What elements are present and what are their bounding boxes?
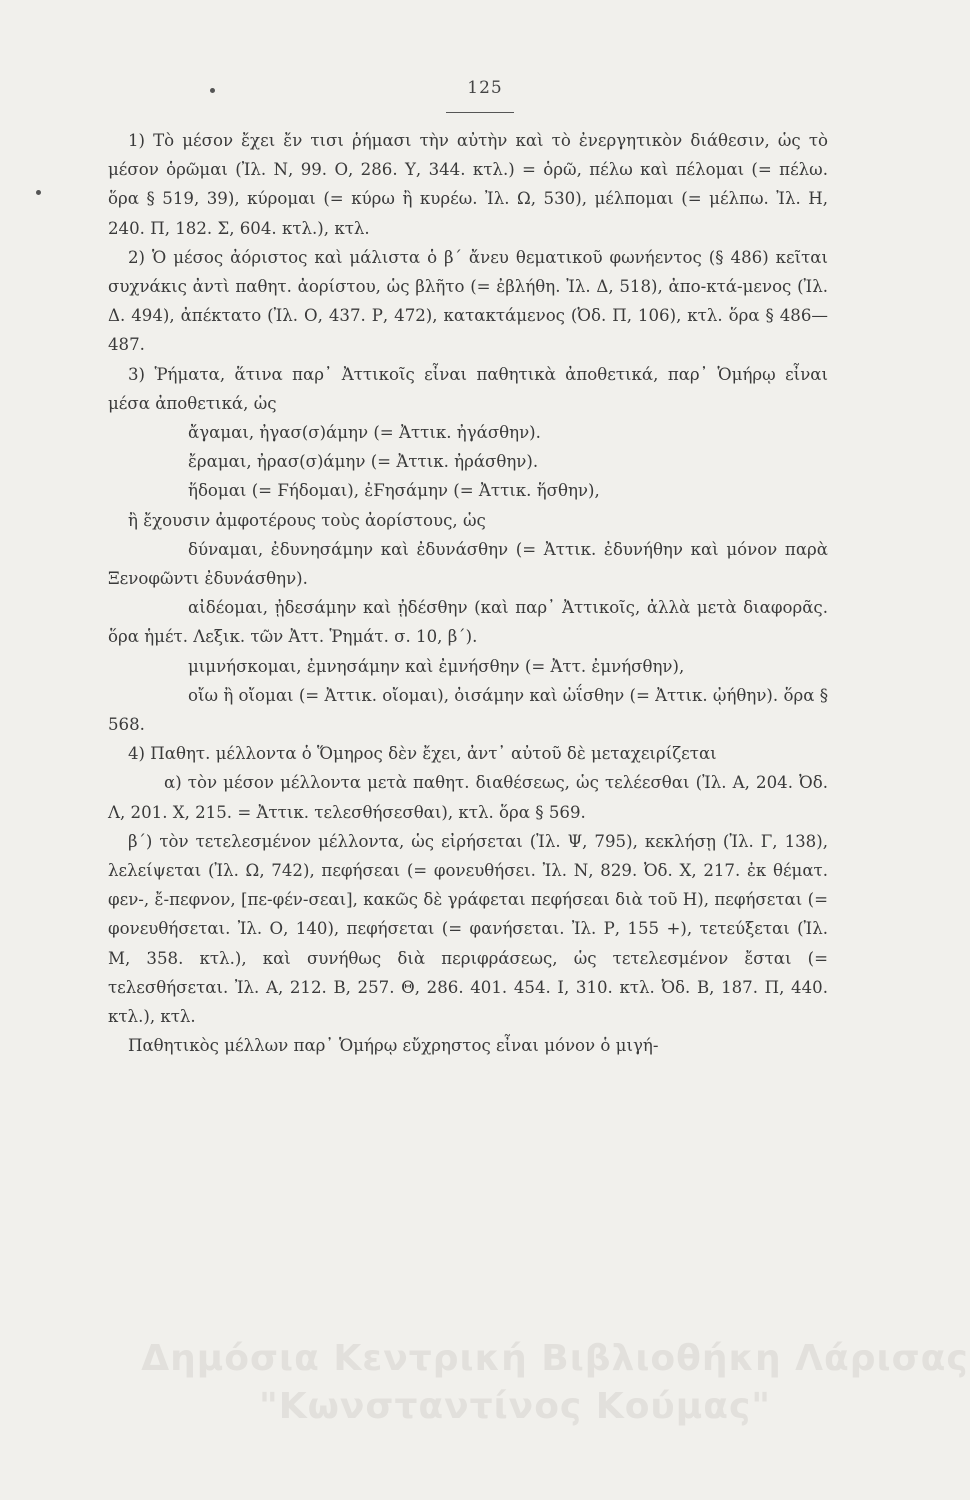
example-oio: οἴω ἢ οἴομαι (= Ἀττικ. οἴομαι), ὀισάμην καὶ ὠΐσθην (= Ἀττικ. ᾠήθην). ὅρα § 568. bbox=[108, 685, 828, 735]
paragraph-2: 2) Ὁ μέσος ἀόριστος καὶ μάλιστα ὁ β΄ ἄνευ θεματικοῦ φωνήεντος (§ 486) κεῖται συχνάκις ἀντὶ παθητ. ἀορίστου, ὡς βλῆτο (= ἐβλήθη. Ἰλ. Δ, 518), ἀπο-κτά-μενος (Ἰλ. Δ. 494), ἀπέκτατο (Ἰλ. Ο, 437. Ρ, 472), κατακτάμενος (Ὀδ. Π, 106), κτλ. ὅρα § 486—487. bbox=[108, 247, 828, 355]
example-mimneskomai: μιμνήσκομαι, ἐμνησάμην καὶ ἐμνήσθην (= Ἀττ. ἐμνήσθην), bbox=[188, 656, 685, 676]
paragraph-5: Παθητικὸς μέλλων παρ᾽ Ὁμήρῳ εὔχρηστος εἶναι μόνον ὁ μιγή- bbox=[128, 1036, 659, 1056]
example-agamai: ἄγαμαι, ἠγασ(σ)άμην (= Ἀττικ. ἠγάσθην). bbox=[188, 423, 541, 443]
paragraph-1: 1) Τὸ μέσον ἔχει ἔν τισι ῥήμασι τὴν αὐτὴν καὶ τὸ ἐνεργητικὸν διάθεσιν, ὡς τὸ μέσον ὁρῶμαι (Ἰλ. Ν, 99. Ο, 286. Υ, 344. κτλ.) = ὁρῶ, πέλω καὶ πέλομαι (= πέλω. ὅρα § 519, 39), κύρομαι (= κύρω ἢ κυρέω. Ἰλ. Ω, 530), μέλπομαι (= μέλπω. Ἰλ. Η, 240. Π, 182. Σ, 604. κτλ.), κτλ. bbox=[108, 131, 828, 238]
example-hedomai: ἥδομαι (= Ϝήδομαι), ἐϜησάμην (= Ἀττικ. ἥσθην), bbox=[188, 481, 600, 501]
dust-speck bbox=[36, 190, 41, 195]
paragraph-4: 4) Παθητ. μέλλοντα ὁ Ὅμηρος δὲν ἔχει, ἀντ᾽ αὐτοῦ δὲ μεταχειρίζεται bbox=[128, 744, 717, 764]
page-number: 125 bbox=[467, 78, 503, 98]
example-aideomai: αἰδέομαι, ᾐδεσάμην καὶ ᾐδέσθην (καὶ παρ᾽ Ἀττικοῖς, ἀλλὰ μετὰ διαφορᾶς. ὅρα ἡμέτ. Λεξικ. τῶν Ἀττ. Ῥημάτ. σ. 10, β΄). bbox=[108, 598, 828, 647]
dust-speck bbox=[210, 88, 215, 93]
library-watermark-line2: "Κωνσταντίνος Κούμας" bbox=[258, 1386, 772, 1427]
page-body bbox=[108, 126, 828, 1061]
paragraph-both-aorists: ἢ ἔχουσιν ἀμφοτέρους τοὺς ἀορίστους, ὡς bbox=[128, 510, 486, 530]
header-rule bbox=[446, 112, 514, 113]
paragraph-4b: β΄) τὸν τετελεσμένον μέλλοντα, ὡς εἰρήσεται (Ἰλ. Ψ, 795), κεκλήσῃ (Ἰλ. Γ, 138), λελείψεται (Ἰλ. Ω, 742), πεφήσεαι (= φονευθήσει. Ἰλ. Ν, 829. Ὀδ. Χ, 217. ἐκ θέματ. φεν-, ἔ-πεφνον, [πε-φέν-σεαι], κακῶς δὲ γράφεται πεφήσεαι διὰ τοῦ Η), πεφήσεται (= φονευθήσεται. Ἰλ. Ο, 140), πεφήσεται (= φανήσεται. Ἰλ. Ρ, 155 +), τετεύξεται (Ἰλ. Μ, 358. κτλ.), καὶ συνήθως διὰ περιφράσεως, ὡς τετελεσμένον ἔσται (= τελεσθήσεται. Ἰλ. Α, 212. Β, 257. Θ, 286. 401. 454. Ι, 310. κτλ. Ὀδ. Β, 187. Π, 440. κτλ.), κτλ. bbox=[108, 831, 828, 1027]
example-eramai: ἔραμαι, ἠρασ(σ)άμην (= Ἀττικ. ἠράσθην). bbox=[188, 452, 539, 472]
paragraph-4a: α) τὸν μέσον μέλλοντα μετὰ παθητ. διαθέσεως, ὡς τελέεσθαι (Ἰλ. Α, 204. Ὀδ. Λ, 201. Χ, 215. = Ἀττικ. τελεσθήσεσθαι), κτλ. ὅρα § 569. bbox=[108, 773, 828, 822]
paragraph-3: 3) Ῥήματα, ἅτινα παρ᾽ Ἀττικοῖς εἶναι παθητικὰ ἀποθετικά, παρ᾽ Ὁμήρῳ εἶναι μέσα ἀποθετικά, ὡς bbox=[108, 364, 828, 413]
example-dynamai: δύναμαι, ἐδυνησάμην καὶ ἐδυνάσθην (= Ἀττικ. ἐδυνήθην καὶ μόνον παρὰ Ξενοφῶντι ἐδυνάσθην). bbox=[108, 539, 828, 589]
library-watermark-line1: Δημόσια Κεντρική Βιβλιοθήκη Λάρισας bbox=[141, 1338, 969, 1379]
